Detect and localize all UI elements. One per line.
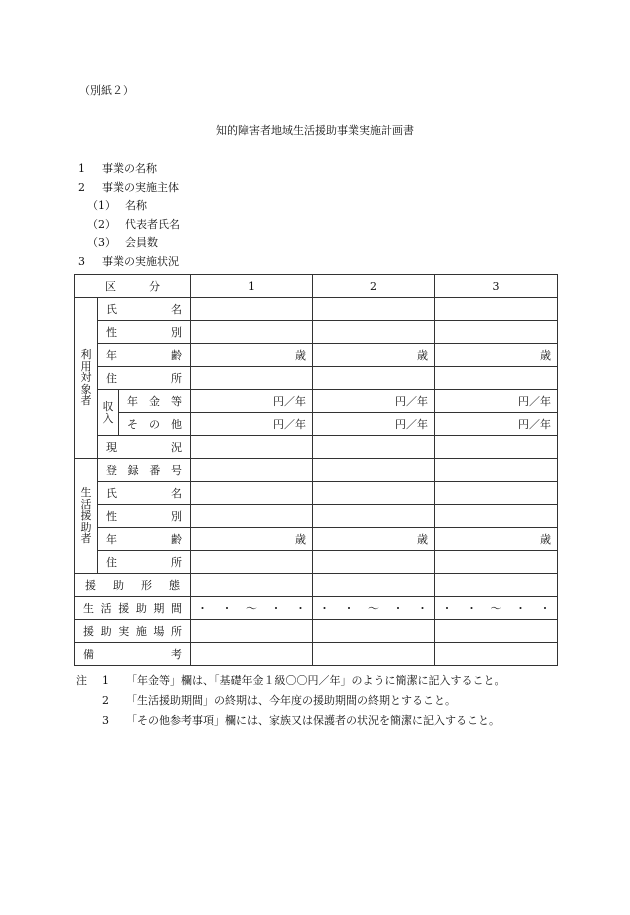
cell[interactable] <box>313 367 435 390</box>
cell[interactable] <box>435 367 558 390</box>
age-unit-cell[interactable]: 歳 <box>435 344 558 367</box>
table-row <box>75 321 558 344</box>
cell[interactable] <box>191 505 313 528</box>
period-cell[interactable]: ・ ・ 〜 ・ ・ <box>435 597 558 620</box>
note-line <box>102 715 500 726</box>
cell[interactable] <box>435 298 558 321</box>
row-label-age: 年齢 <box>98 344 191 367</box>
table-row <box>75 413 558 436</box>
outline-number: （1） <box>87 199 116 212</box>
age-unit-cell[interactable]: 歳 <box>191 344 313 367</box>
table-row <box>75 574 558 597</box>
table-row <box>75 597 558 620</box>
header-column-3: 3 <box>435 275 558 298</box>
period-cell[interactable]: ・ ・ 〜 ・ ・ <box>191 597 313 620</box>
yen-unit-cell[interactable]: 円／年 <box>313 413 435 436</box>
note-line <box>76 675 506 686</box>
note-line <box>102 695 456 706</box>
outline-item <box>78 256 179 267</box>
outline-item <box>87 237 158 248</box>
cell[interactable] <box>191 367 313 390</box>
yen-unit-cell[interactable]: 円／年 <box>435 413 558 436</box>
table-row <box>75 505 558 528</box>
outline-number: 3 <box>78 255 85 268</box>
cell[interactable] <box>191 436 313 459</box>
cell[interactable] <box>313 505 435 528</box>
row-label-period: 生活援助期間 <box>75 597 191 620</box>
note-number: 1 <box>102 674 109 687</box>
cell[interactable] <box>435 551 558 574</box>
header-column-2: 2 <box>313 275 435 298</box>
row-label-form: 援助形態 <box>75 574 191 597</box>
cell[interactable] <box>191 298 313 321</box>
cell[interactable] <box>435 436 558 459</box>
outline-number: 2 <box>78 181 85 194</box>
table-row <box>75 436 558 459</box>
table-row <box>75 482 558 505</box>
outline-text: 名称 <box>125 199 147 212</box>
cell[interactable] <box>191 574 313 597</box>
outline-text: 代表者氏名 <box>125 218 180 231</box>
period-cell[interactable]: ・ ・ 〜 ・ ・ <box>313 597 435 620</box>
age-unit-cell[interactable]: 歳 <box>435 528 558 551</box>
cell[interactable] <box>435 459 558 482</box>
document-title: 知的障害者地域生活援助事業実施計画書 <box>216 124 414 137</box>
yen-unit-cell[interactable]: 円／年 <box>435 390 558 413</box>
note-text: 「年金等」欄は、「基礎年金１級〇〇円／年」のように簡潔に記入すること。 <box>126 674 506 687</box>
yen-unit-cell[interactable]: 円／年 <box>191 413 313 436</box>
note-text: 「生活援助期間」の終期は、今年度の援助期間の終期とすること。 <box>126 694 456 707</box>
outline-number: 1 <box>78 162 85 175</box>
header-category-cell: 区 分 <box>75 275 191 298</box>
table-row <box>75 298 558 321</box>
yen-unit-cell[interactable]: 円／年 <box>313 390 435 413</box>
cell[interactable] <box>435 574 558 597</box>
row-label-address: 住所 <box>98 551 191 574</box>
row-label-other: その他 <box>119 413 191 436</box>
cell[interactable] <box>191 551 313 574</box>
table-row <box>75 390 558 413</box>
row-label-sex: 性別 <box>98 321 191 344</box>
cell[interactable] <box>435 643 558 666</box>
row-label-status: 現況 <box>98 436 191 459</box>
cell[interactable] <box>191 321 313 344</box>
cell[interactable] <box>313 482 435 505</box>
table-row <box>75 344 558 367</box>
outline-text: 会員数 <box>125 236 158 249</box>
cell[interactable] <box>435 482 558 505</box>
row-label-name: 氏名 <box>98 298 191 321</box>
outline-number: （2） <box>87 218 116 231</box>
group-label-helper: 生活援助者 <box>75 459 98 574</box>
age-unit-cell[interactable]: 歳 <box>313 344 435 367</box>
outline-text: 事業の実施主体 <box>102 181 179 194</box>
table-row <box>75 528 558 551</box>
note-marker: 注 <box>76 674 87 687</box>
row-label-pension: 年金等 <box>119 390 191 413</box>
yen-unit-cell[interactable]: 円／年 <box>191 390 313 413</box>
cell[interactable] <box>435 321 558 344</box>
note-number: 3 <box>102 714 109 727</box>
cell[interactable] <box>435 620 558 643</box>
outline-number: （3） <box>87 236 116 249</box>
cell[interactable] <box>191 620 313 643</box>
table-header-row <box>75 275 558 298</box>
outline-item <box>87 200 147 211</box>
cell[interactable] <box>313 298 435 321</box>
note-number: 2 <box>102 694 109 707</box>
outline-item <box>78 182 179 193</box>
implementation-table <box>74 274 558 666</box>
row-label-name: 氏名 <box>98 482 191 505</box>
outline-text: 事業の実施状況 <box>102 255 179 268</box>
cell[interactable] <box>313 436 435 459</box>
group-label-user: 利用対象者 <box>75 298 98 459</box>
row-label-sex: 性別 <box>98 505 191 528</box>
table-row <box>75 620 558 643</box>
row-label-address: 住所 <box>98 367 191 390</box>
cell[interactable] <box>313 551 435 574</box>
table-row <box>75 459 558 482</box>
cell[interactable] <box>313 574 435 597</box>
row-label-reg-no: 登録番号 <box>98 459 191 482</box>
cell[interactable] <box>313 321 435 344</box>
income-label: 収入 <box>98 390 119 436</box>
header-column-1: 1 <box>191 275 313 298</box>
outline-item <box>78 163 157 174</box>
cell[interactable] <box>313 620 435 643</box>
age-unit-cell[interactable]: 歳 <box>191 528 313 551</box>
age-unit-cell[interactable]: 歳 <box>313 528 435 551</box>
cell[interactable] <box>313 643 435 666</box>
table-row <box>75 643 558 666</box>
cell[interactable] <box>191 643 313 666</box>
table-row <box>75 551 558 574</box>
cell[interactable] <box>191 482 313 505</box>
row-label-remarks: 備考 <box>75 643 191 666</box>
outline-item <box>87 219 180 230</box>
attachment-label: （別紙２） <box>79 84 134 97</box>
row-label-place: 援助実施場所 <box>75 620 191 643</box>
note-text: 「その他参考事項」欄には、家族又は保護者の状況を簡潔に記入すること。 <box>126 714 500 727</box>
cell[interactable] <box>191 459 313 482</box>
row-label-age: 年齢 <box>98 528 191 551</box>
cell[interactable] <box>435 505 558 528</box>
cell[interactable] <box>313 459 435 482</box>
outline-text: 事業の名称 <box>102 162 157 175</box>
table-row <box>75 367 558 390</box>
